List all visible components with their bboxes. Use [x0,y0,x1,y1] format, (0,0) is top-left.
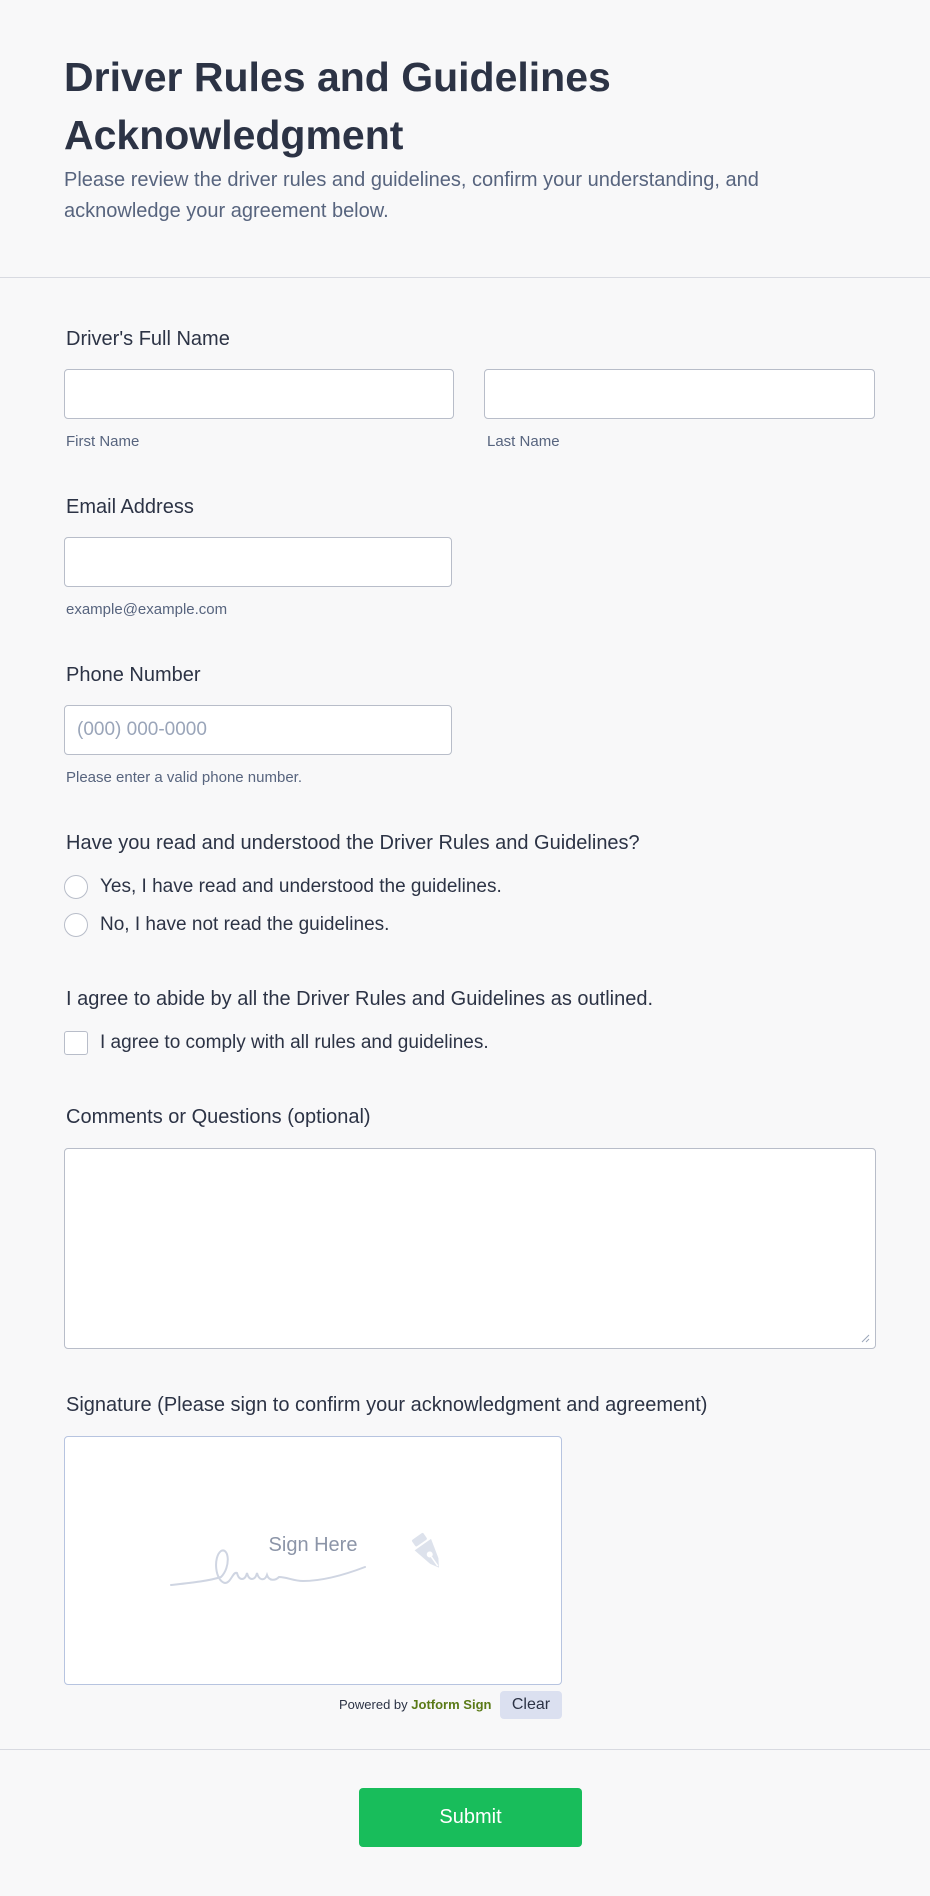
powered-by-prefix: Powered by [339,1697,408,1712]
last-name-input[interactable] [484,369,875,419]
agree-question-label: I agree to abide by all the Driver Rules and Guidelines as outlined. [66,988,654,1010]
email-input[interactable] [64,537,452,587]
submit-button[interactable]: Submit [359,1788,582,1847]
jotform-sign-link[interactable]: Jotform Sign [411,1697,492,1712]
email-label: Email Address [66,496,194,518]
first-name-sublabel: First Name [66,433,140,450]
comments-label: Comments or Questions (optional) [66,1106,371,1128]
scribble-icon [169,1537,369,1597]
phone-sublabel: Please enter a valid phone number. [66,769,302,786]
radio-option-no[interactable] [64,912,389,938]
phone-input[interactable] [64,705,452,755]
agree-checkbox-label: I agree to comply with all rules and guidelines. [100,1032,489,1053]
comments-textarea[interactable] [64,1148,876,1349]
form-title: Driver Rules and Guidelines Acknowledgment [64,54,611,158]
form-header [0,0,930,278]
first-name-input[interactable] [64,369,454,419]
last-name-sublabel: Last Name [487,433,560,450]
powered-by-text [339,1697,491,1712]
email-sublabel: example@example.com [66,601,228,618]
radio-option-no-label: No, I have not read the guidelines. [100,914,390,935]
resize-grip-icon[interactable] [860,1333,870,1343]
agree-checkbox[interactable] [64,1031,88,1055]
agree-checkbox-option[interactable] [64,1030,489,1056]
clear-signature-button[interactable]: Clear [500,1691,562,1719]
radio-button-yes[interactable] [64,875,88,899]
read-question-label: Have you read and understood the Driver Rules and Guidelines? [66,832,640,854]
full-name-label: Driver's Full Name [66,328,230,350]
signature-pad[interactable] [64,1436,562,1685]
radio-option-yes[interactable] [64,874,502,900]
radio-option-yes-label: Yes, I have read and understood the guidelines. [100,876,502,897]
signature-label: Signature (Please sign to confirm your acknowledgment and agreement) [66,1394,708,1416]
footer-divider [0,1749,930,1750]
sign-here-text: Sign Here [268,1534,358,1556]
pen-nib-icon [405,1529,451,1575]
form-subtitle: Please review the driver rules and guidelines, confirm your understanding, and acknowledge your agreement below. [64,169,759,222]
phone-label: Phone Number [66,664,201,686]
radio-button-no[interactable] [64,913,88,937]
